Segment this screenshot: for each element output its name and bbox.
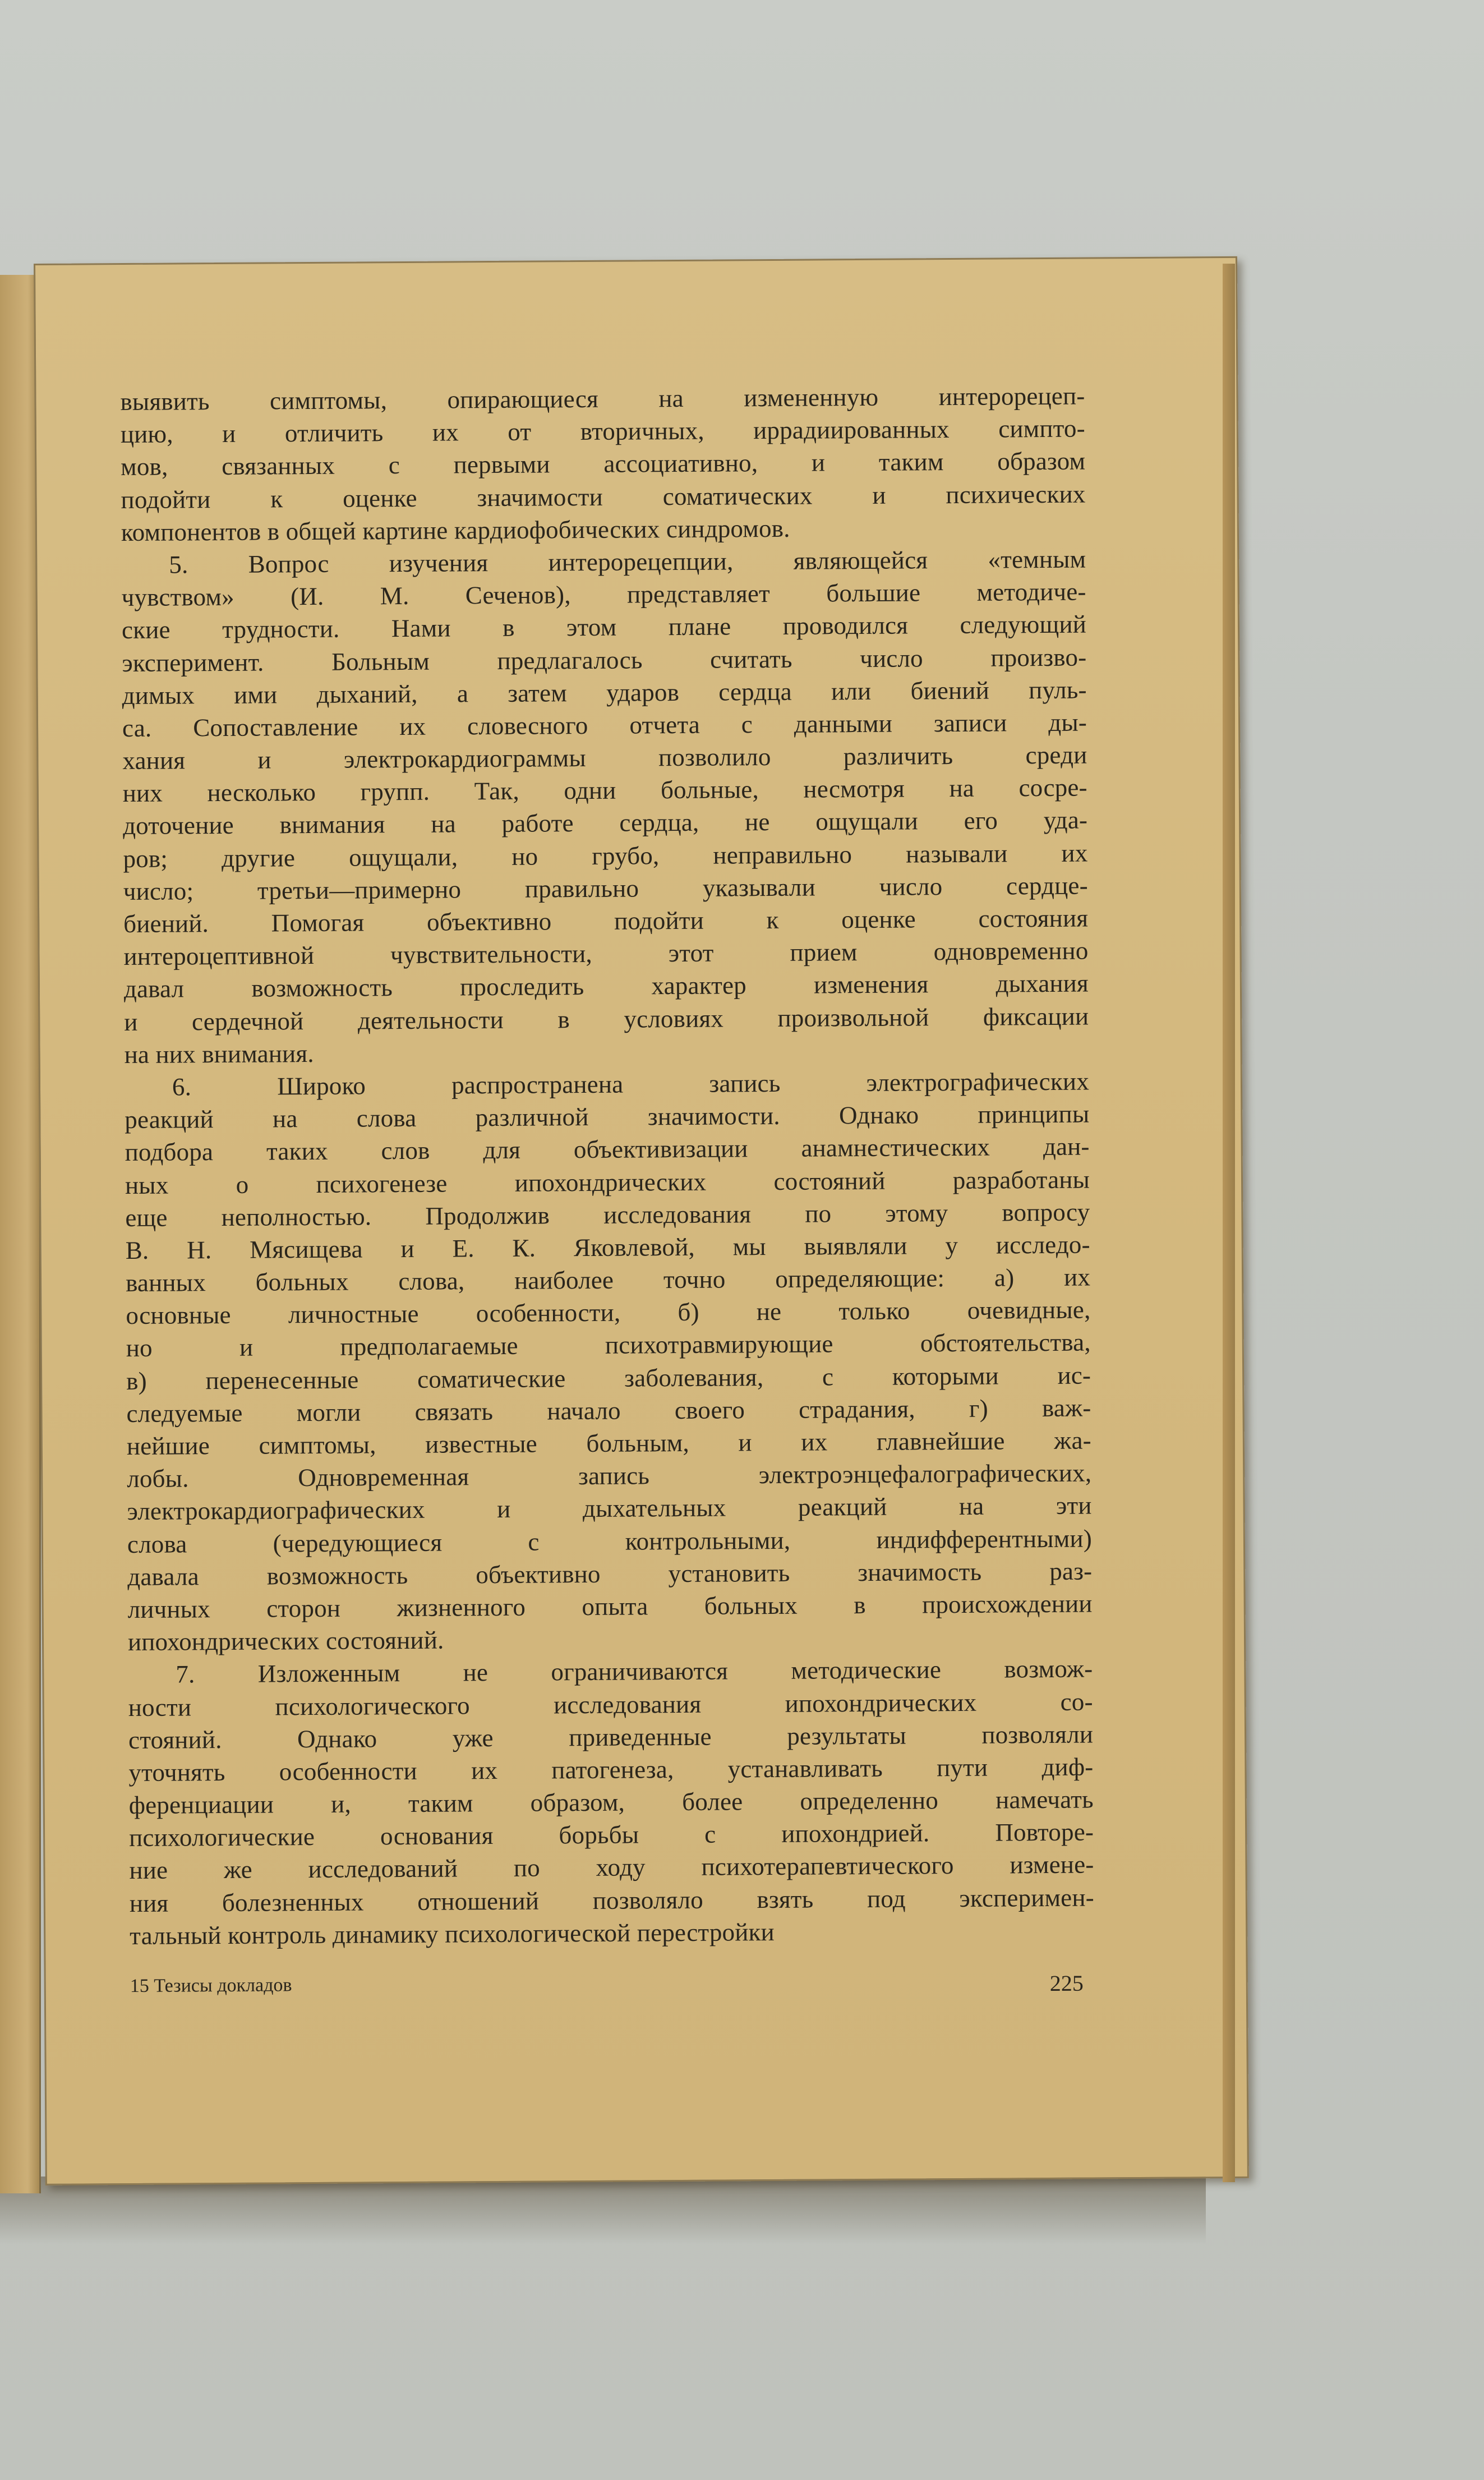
text-line: ние же исследований по ходу психотерапевтического измене- (129, 1850, 1094, 1885)
text-line: давала возможность объективно установить значимость раз- (127, 1557, 1093, 1591)
text-line: ния болезненных отношений позволяло взять под эксперимен- (129, 1883, 1094, 1917)
text-line: ские трудности. Нами в этом плане проводился следующий (121, 610, 1087, 645)
text-line: электрокардиографических и дыхательных реакций на эти (127, 1491, 1092, 1526)
left-page-edge (0, 275, 41, 2193)
page-right-edge (1223, 264, 1235, 2182)
signature-mark: 15 Тезисы докладов (130, 1975, 292, 1997)
text-line: доточение внимания на работе сердца, не ощущали его уда- (122, 806, 1088, 840)
text-line: лобы. Одновременная запись электроэнцефалографических, (127, 1458, 1092, 1493)
text-line: ности психологического исследования ипохондрических со- (128, 1687, 1093, 1722)
text-line: тальный контроль динамику психологической перестройки (130, 1917, 775, 1950)
text-line: эксперимент. Больным предлагалось считать число произво- (122, 643, 1087, 677)
text-line: мов, связанных с первыми ассоциативно, и таким образом (121, 447, 1086, 481)
text-line: ров; другие ощущали, но грубо, неправильно называли их (123, 839, 1088, 873)
text-line: ипохондрических состояний. (127, 1626, 444, 1657)
text-line: чувством» (И. М. Сеченов), представляет большие методиче- (121, 577, 1086, 612)
book-page (34, 256, 1249, 2185)
paragraph (128, 1653, 1094, 1952)
text-line: на них внимания. (124, 1039, 314, 1069)
paragraph (120, 380, 1086, 549)
text-line: и сердечной деятельности в условиях произвольной фиксации (124, 1002, 1089, 1036)
text-line: ванных больных слова, наиболее точно определяющие: а) их (125, 1263, 1091, 1297)
paragraph (125, 1065, 1093, 1658)
text-line: стояний. Однако уже приведенные результаты позволяли (128, 1720, 1094, 1754)
text-line: давал возможность проследить характер изменения дыхания (123, 969, 1089, 1004)
text-line: интероцептивной чувствительности, этот прием одновременно (123, 936, 1089, 971)
text-line: психологические основания борьбы с ипохондрией. Повторе- (128, 1818, 1094, 1852)
page-text (120, 380, 1094, 1952)
text-line: компонентов в общей картине кардиофобических синдромов. (121, 514, 790, 546)
text-line: но и предполагаемые психотравмирующие обстоятельства, (126, 1328, 1091, 1363)
text-line: число; третьи—примерно правильно указывали число сердце- (123, 871, 1088, 905)
text-line: следуемые могли связать начало своего страдания, г) важ- (126, 1393, 1091, 1428)
text-line: 7. Изложенным не ограничиваются методические возмож- (176, 1654, 1093, 1688)
text-line: в) перенесенные соматические заболевания, с которыми ис- (126, 1361, 1091, 1395)
text-line: нейшие симптомы, известные больным, и их главнейшие жа- (126, 1426, 1092, 1461)
text-line: уточнять особенности их патогенеза, устанавливать пути диф- (128, 1752, 1094, 1787)
text-line: еще неполностью. Продолжив исследования по этому вопросу (125, 1198, 1090, 1232)
text-line: личных сторон жизненного опыта больных в происхождении (127, 1589, 1093, 1623)
text-line: ференциации и, таким образом, более определенно намечать (128, 1785, 1094, 1820)
text-line: ных о психогенезе ипохондрических состояний разработаны (125, 1165, 1090, 1199)
text-line: 6. Широко распространена запись электрографических (172, 1067, 1090, 1101)
text-line: димых ими дыханий, а затем ударов сердца или биений пуль- (122, 675, 1087, 710)
text-line: них несколько групп. Так, одни больные, несмотря на сосре- (122, 773, 1087, 808)
page-footer (130, 1970, 1084, 2009)
page-number: 225 (1049, 1970, 1084, 1996)
text-line: В. Н. Мясищева и Е. К. Яковлевой, мы выявляли у исследо- (125, 1230, 1090, 1264)
text-line: выявить симптомы, опирающиеся на измененную интерорецеп- (120, 381, 1085, 416)
paragraph (121, 542, 1089, 1070)
text-line: подбора таких слов для объективизации анамнестических дан- (125, 1132, 1090, 1167)
text-line: са. Сопоставление их словесного отчета с данными записи ды- (122, 708, 1087, 742)
text-line: биений. Помогая объективно подойти к оценке состояния (123, 904, 1089, 938)
text-line: подойти к оценке значимости соматических и психических (121, 480, 1086, 514)
text-line: реакций на слова различной значимости. Однако принципы (125, 1099, 1090, 1134)
text-line: хания и электрокардиограммы позволило различить среди (122, 740, 1087, 775)
text-line: цию, и отличить их от вторичных, иррадиированных симпто- (120, 414, 1085, 449)
text-line: 5. Вопрос изучения интерорецепции, являющейся «темным (169, 545, 1086, 579)
text-line: основные личностные особенности, б) не только очевидные, (126, 1295, 1091, 1330)
table-shadow (0, 2177, 1206, 2244)
text-line: слова (чередующиеся с контрольными, индифферентными) (127, 1524, 1093, 1558)
